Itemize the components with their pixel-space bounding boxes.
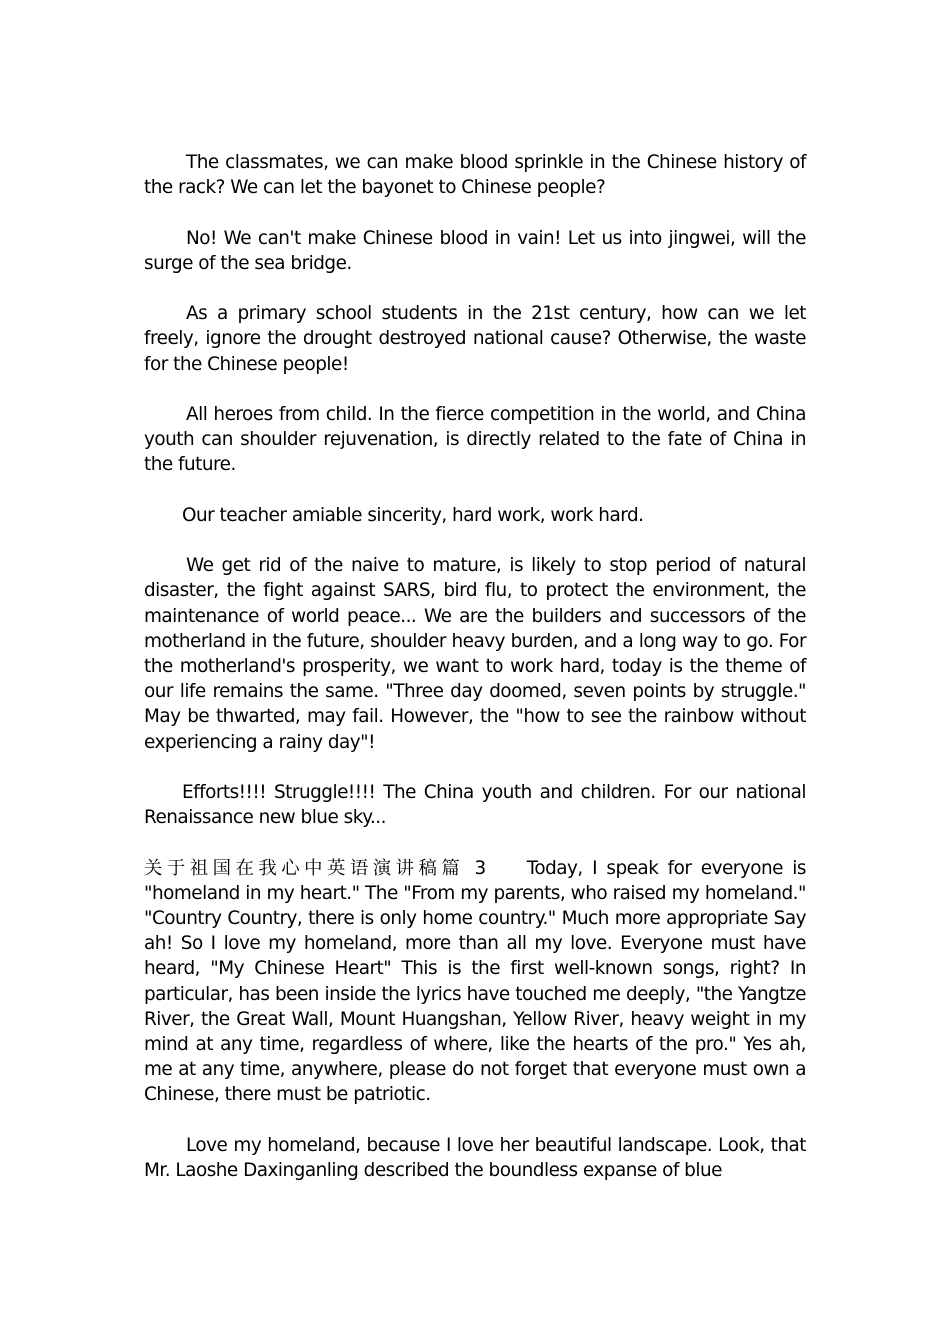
paragraph-1: The classmates, we can make blood sprinkle in the Chinese history of the rack? We can let the bayonet to Chinese people? (144, 152, 806, 199)
paragraph-2: No! We can't make Chinese blood in vain! Let us into jingwei, will the surge of the sea bridge. (144, 227, 806, 274)
paragraph-3: As a primary school students in the 21st century, how can we let freely, ignore the drought destroyed national cause? Otherwise, the waste for the Chinese people! (144, 303, 806, 375)
document-body (144, 150, 806, 1183)
paragraph-6: We get rid of the naive to mature, is likely to stop period of natural disaster, the fight against SARS, bird flu, to protect the environment, the maintenance of world peace... We are the builders and successors of the motherland in the future, shoulder heavy burden, and a long way to go. For the motherland's prosperity, we want to work hard, today is the theme of our life remains the same. "Three day doomed, seven points by struggle." May be thwarted, may fail. However, the "how to see the rainbow without experiencing a rainy day"! (144, 555, 806, 753)
final-paragraph: Love my homeland, because I love her beautiful landscape. Look, that Mr. Laoshe Daxinganling described the boundless expanse of blue (144, 1134, 806, 1181)
section-text: Today, I speak for everyone is "homeland in my heart." The "From my parents, who raised my homeland." "Country Country, there is only home country." Much more appropriate Say ah! So I love my homeland, more than all my love. Everyone must have heard, "My Chinese Heart" This is the first well-known songs, right? In particular, has been inside the lyrics have touched me deeply, "the Yangtze River, the Great Wall, Mount Huangshan, Yellow River, heavy weight in my mind at any time, regardless of where, like the hearts of the pro." Yes ah, me at any time, anywhere, please do not forget that everyone must own a Chinese, there must be patriotic. (144, 857, 806, 1106)
section-paragraph (144, 856, 806, 1108)
paragraph-7: Efforts!!!! Struggle!!!! The China youth and children. For our national Renaissance new blue sky... (144, 781, 806, 829)
paragraph-5: Our teacher amiable sincerity, hard work, work hard. (182, 504, 644, 526)
section-heading: 关于祖国在我心中英语演讲稿篇 3 (144, 857, 487, 879)
paragraph-4: All heroes from child. In the fierce competition in the world, and China youth can shoulder rejuvenation, is directly related to the fate of China in the future. (144, 403, 806, 476)
